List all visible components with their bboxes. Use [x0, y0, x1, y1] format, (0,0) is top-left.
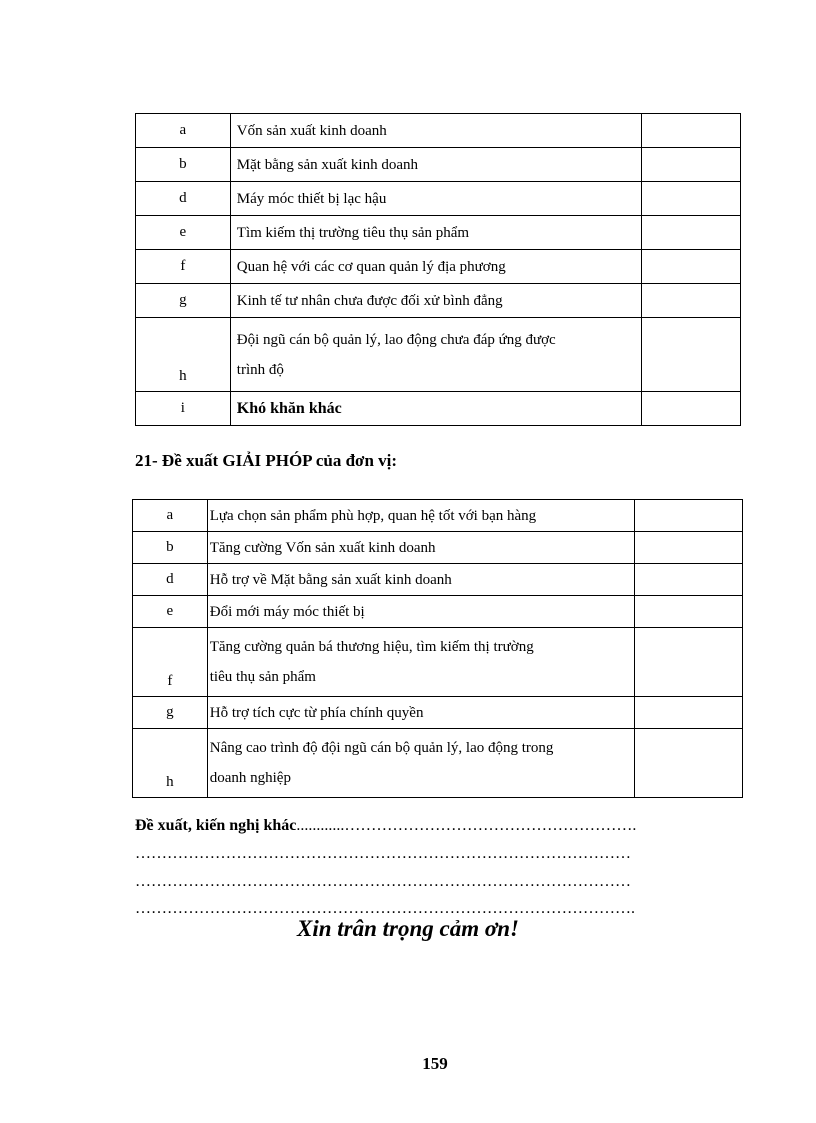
- row-text-line: Đội ngũ cán bộ quản lý, lao động chưa đáp ứng được: [236, 331, 556, 348]
- checkbox-cell[interactable]: [642, 250, 741, 284]
- row-text-line: doanh nghiệp: [209, 770, 291, 786]
- checkbox-cell[interactable]: [634, 564, 742, 596]
- checkbox-cell[interactable]: [642, 284, 741, 318]
- solutions-table: [132, 499, 743, 798]
- row-label: d: [133, 564, 208, 596]
- proposals-line[interactable]: [135, 817, 735, 835]
- row-label: h: [133, 729, 208, 798]
- table-row: [136, 284, 741, 318]
- row-text-line: tiêu thụ sản phẩm: [209, 669, 316, 685]
- row-label: h: [136, 318, 231, 392]
- closing-thanks: Xin trân trọng cảm ơn!: [297, 916, 519, 941]
- row-label: g: [133, 697, 208, 729]
- checkbox-cell[interactable]: [642, 318, 741, 392]
- row-text: Khó khăn khác: [230, 392, 641, 426]
- table-row: [136, 318, 741, 392]
- checkbox-cell[interactable]: [642, 148, 741, 182]
- checkbox-cell[interactable]: [634, 596, 742, 628]
- table-row: [136, 182, 741, 216]
- table-row: [136, 250, 741, 284]
- row-label: f: [136, 250, 231, 284]
- proposals-label: Đề xuất, kiến nghị khác: [135, 817, 297, 834]
- row-text-line: Tăng cường quản bá thương hiệu, tìm kiếm thị trường: [209, 639, 534, 655]
- row-label: e: [133, 596, 208, 628]
- row-label: d: [136, 182, 231, 216]
- fill-line[interactable]: …………………………………………………………………………………: [135, 873, 631, 890]
- row-label: a: [136, 114, 231, 148]
- row-label: e: [136, 216, 231, 250]
- row-text: [207, 628, 634, 697]
- row-text: Máy móc thiết bị lạc hậu: [230, 182, 641, 216]
- checkbox-cell[interactable]: [642, 182, 741, 216]
- fill-line[interactable]: ………………………………………………………………………………….: [135, 900, 635, 917]
- table-row: [136, 148, 741, 182]
- row-text: Quan hệ với các cơ quan quản lý địa phương: [230, 250, 641, 284]
- table-row: [133, 729, 743, 798]
- fill-line[interactable]: …………………………………………………………………………………: [135, 845, 631, 862]
- checkbox-cell[interactable]: [634, 697, 742, 729]
- checkbox-cell[interactable]: [642, 392, 741, 426]
- row-text: Đổi mới máy móc thiết bị: [207, 596, 634, 628]
- table-row: [136, 114, 741, 148]
- checkbox-cell[interactable]: [642, 114, 741, 148]
- row-text: Tăng cường Vốn sản xuất kinh doanh: [207, 532, 634, 564]
- row-text: Mặt bằng sản xuất kinh doanh: [230, 148, 641, 182]
- table-row: [133, 596, 743, 628]
- checkbox-cell[interactable]: [642, 216, 741, 250]
- table-row: [136, 392, 741, 426]
- row-text: Hỗ trợ tích cực từ phía chính quyền: [207, 697, 634, 729]
- row-label: a: [133, 500, 208, 532]
- table-row: [133, 628, 743, 697]
- difficulties-table: [135, 113, 741, 426]
- row-text-line: trình độ: [236, 361, 284, 378]
- row-label: b: [136, 148, 231, 182]
- checkbox-cell[interactable]: [634, 532, 742, 564]
- row-label: f: [133, 628, 208, 697]
- fill-dots: ............……………………………………………….: [296, 817, 637, 834]
- table-row: [133, 500, 743, 532]
- row-text: [230, 318, 641, 392]
- row-text: Vốn sản xuất kinh doanh: [230, 114, 641, 148]
- table-row: [133, 697, 743, 729]
- checkbox-cell[interactable]: [634, 729, 742, 798]
- table-row: [133, 532, 743, 564]
- checkbox-cell[interactable]: [634, 500, 742, 532]
- table-row: [136, 216, 741, 250]
- row-label: b: [133, 532, 208, 564]
- row-text: Hỗ trợ về Mặt bằng sản xuất kinh doanh: [207, 564, 634, 596]
- section-heading: 21- Đề xuất GIẢI PHÓP của đơn vị:: [135, 451, 398, 470]
- table-row: [133, 564, 743, 596]
- row-text-line: Nâng cao trình độ đội ngũ cán bộ quản lý, lao động trong: [209, 740, 554, 756]
- row-text: Tìm kiếm thị trường tiêu thụ sản phẩm: [230, 216, 641, 250]
- row-text: Kinh tế tư nhân chưa được đối xử bình đẳng: [230, 284, 641, 318]
- row-label: i: [136, 392, 231, 426]
- row-text: Lựa chọn sản phẩm phù hợp, quan hệ tốt với bạn hàng: [207, 500, 634, 532]
- row-label: g: [136, 284, 231, 318]
- checkbox-cell[interactable]: [634, 628, 742, 697]
- row-text: [207, 729, 634, 798]
- page-number: 159: [422, 1054, 448, 1073]
